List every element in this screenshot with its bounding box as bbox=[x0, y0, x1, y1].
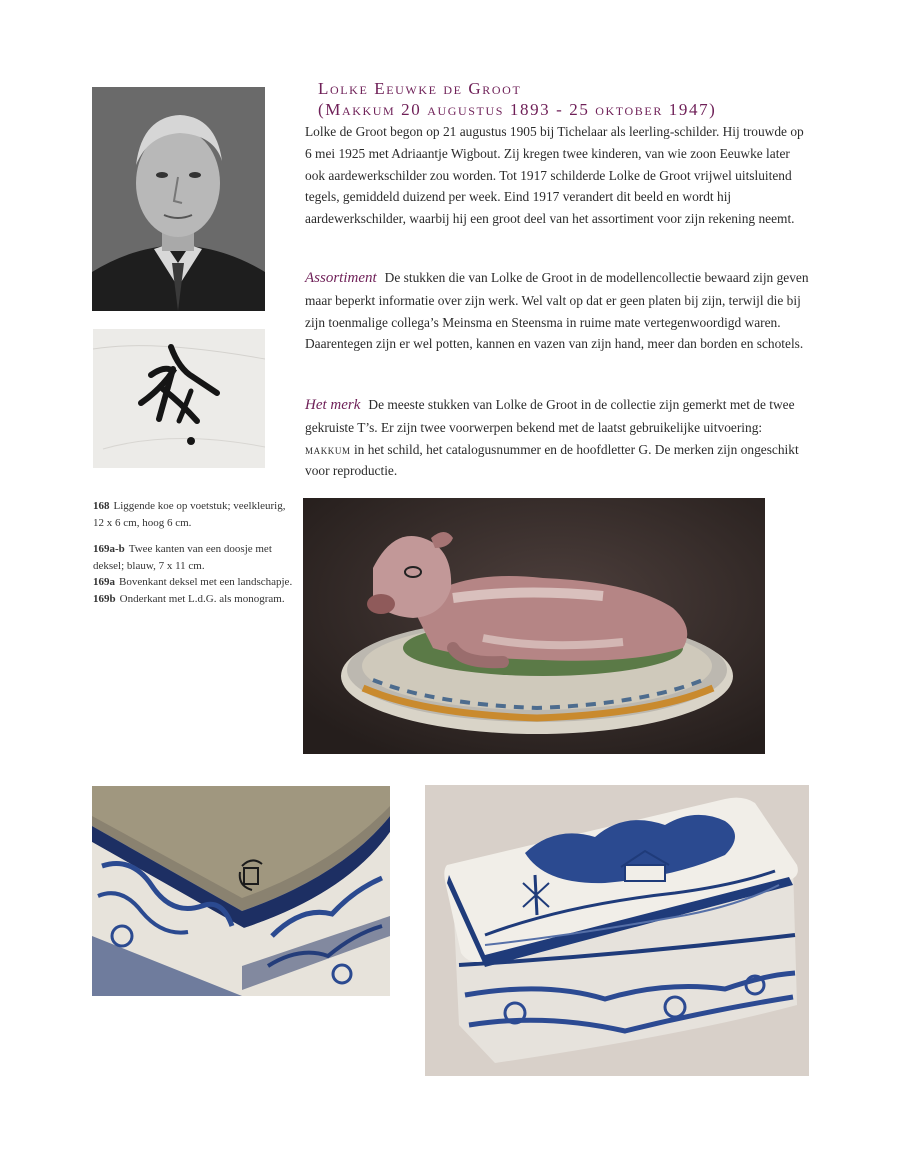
monogram-mark-photo bbox=[93, 329, 265, 468]
cow-figurine-photo bbox=[303, 498, 765, 754]
caption-number: 169a-b bbox=[93, 543, 125, 555]
artist-name: Lolke Eeuwke de Groot bbox=[318, 79, 522, 98]
caption-number: 168 bbox=[93, 500, 110, 512]
assortiment-title: Assortiment bbox=[305, 270, 377, 286]
caption-169a bbox=[93, 574, 293, 591]
caption-text: Twee kanten van een doosje met deksel; blauw, 7 x 11 cm. bbox=[93, 543, 272, 572]
box-underside-photo bbox=[92, 786, 390, 996]
caption-text: Bovenkant deksel met een landschapje. bbox=[119, 576, 293, 588]
merk-smallcaps: makkum bbox=[305, 441, 351, 457]
artist-dates: (Makkum 20 augustus 1893 - 25 oktober 1947) bbox=[318, 100, 717, 119]
assortiment-text: De stukken die van Lolke de Groot in de modellencollectie bewaard zijn geven maar beperkt informatie over zijn werk. Wel valt op dat er geen platen bij zijn, terwijl die bij zijn toenmalige collega’s Meinsma en Steensma in ruime mate vertegenwoordigd waren. Daarentegen zijn er wel potten, kannen en vazen van zijn hand, meer dan borden en schotels. bbox=[305, 270, 809, 352]
merk-text-a: De meeste stukken van Lolke de Groot in de collectie zijn gemerkt met de twee gekruiste T’s. Er zijn twee voorwerpen bekend met de laatst gebruikelijke uitvoering: bbox=[305, 397, 795, 435]
merk-paragraph bbox=[305, 394, 810, 482]
caption-168 bbox=[93, 498, 293, 531]
box-lid-landscape-photo bbox=[425, 785, 809, 1076]
assortiment-paragraph bbox=[305, 267, 810, 355]
captions bbox=[93, 498, 293, 607]
artist-heading bbox=[318, 78, 838, 120]
caption-number: 169b bbox=[93, 592, 116, 605]
caption-text: Liggende koe op voetstuk; veelkleurig, 12 x 6 cm, hoog 6 cm. bbox=[93, 500, 286, 529]
caption-169ab bbox=[93, 541, 293, 574]
intro-paragraph: Lolke de Groot begon op 21 augustus 1905 bij Tichelaar als leerling-schilder. Hij trouwde op 6 mei 1925 met Adriaantje Wigbout. Zij kregen twee kinderen, van wie zoon Eeuwke later ook aardewerkschilder zou worden. Tot 1917 schilderde Lolke de Groot vrijwel uitsluitend tegels, gemiddeld duizend per week. Eind 1917 verandert dit beeld en wordt hij aardewerkschilder, waarbij hij een groot deel van het assortiment voor zijn rekening neemt. bbox=[305, 124, 804, 227]
caption-text: Onderkant met L.d.G. als monogram. bbox=[119, 592, 285, 605]
merk-text-b: in het schild, het catalogusnummer en de hoofdletter G. De merken zijn ongeschikt voor reproductie. bbox=[305, 441, 799, 479]
caption-169b bbox=[93, 591, 293, 608]
caption-number: 169a bbox=[93, 576, 115, 588]
portrait-photo bbox=[92, 87, 265, 311]
merk-title: Het merk bbox=[305, 397, 361, 413]
